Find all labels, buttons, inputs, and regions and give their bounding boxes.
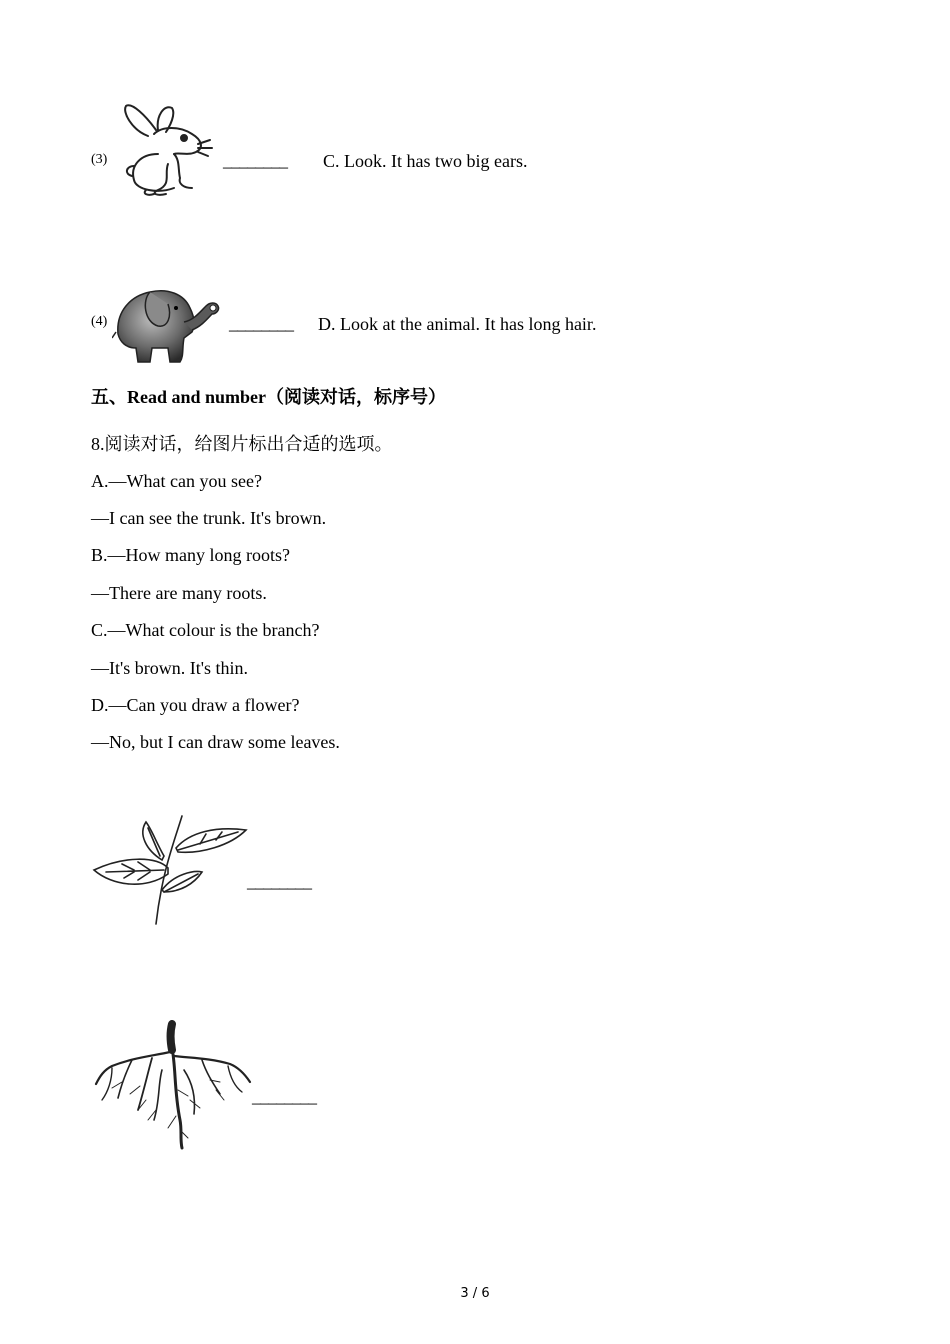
dialogue-line: —I can see the trunk. It's brown. [91, 508, 327, 528]
option-text: D. Look at the animal. It has long hair. [318, 314, 597, 334]
answer-blank[interactable]: ________ [252, 1086, 316, 1106]
dialogue-line: —It's brown. It's thin. [91, 658, 248, 678]
roots-image [92, 1020, 254, 1150]
page-number: 3 / 6 [460, 1286, 490, 1301]
dialogue-line: —No, but I can draw some leaves. [91, 732, 340, 752]
item-number: (4) [91, 314, 108, 329]
option-text: C. Look. It has two big ears. [323, 151, 528, 171]
dialogue-line: D.—Can you draw a flower? [91, 695, 300, 715]
section-heading: 五、Read and number（阅读对话，标序号） [91, 387, 447, 407]
answer-blank[interactable]: ________ [223, 150, 287, 170]
item-number: (3) [91, 152, 108, 167]
dialogue-line: B.—How many long roots? [91, 545, 290, 565]
answer-blank[interactable]: ________ [247, 871, 311, 891]
dialogue-line: A.—What can you see? [91, 471, 262, 491]
rabbit-image [118, 100, 214, 198]
answer-blank[interactable]: ________ [229, 313, 293, 333]
elephant-image [112, 282, 224, 364]
leaves-image [90, 812, 250, 928]
dialogue-line: —There are many roots. [91, 583, 267, 603]
dialogue-line: C.—What colour is the branch? [91, 620, 320, 640]
question-prompt: 8.阅读对话，给图片标出合适的选项。 [91, 434, 393, 454]
